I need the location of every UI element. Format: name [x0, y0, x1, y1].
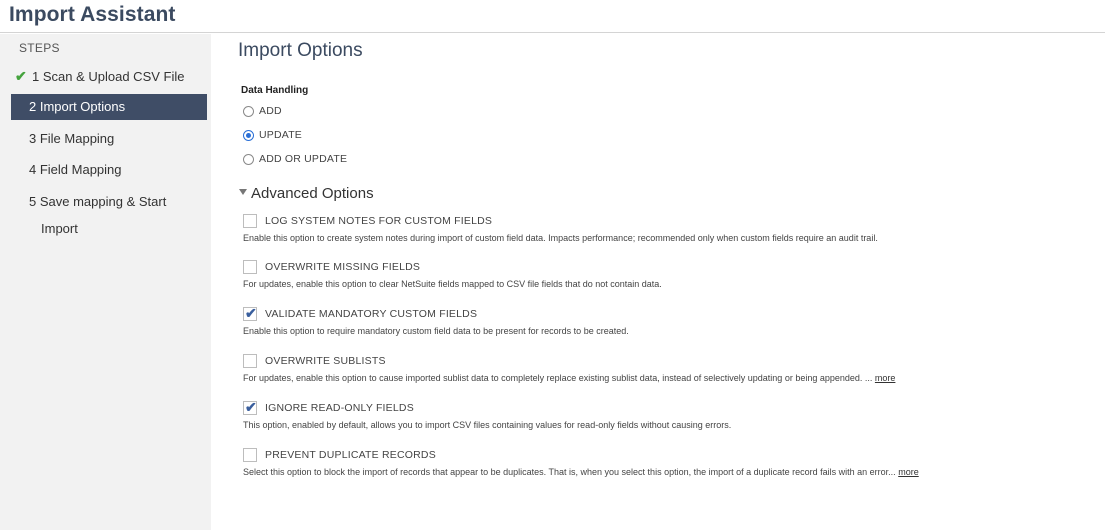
- step-label: 3 File Mapping: [29, 131, 115, 146]
- option-validate-mandatory-custom-fields: [243, 306, 1093, 336]
- step-label: 4 Field Mapping: [29, 162, 122, 177]
- option-label: LOG SYSTEM NOTES FOR CUSTOM FIELDS: [265, 215, 493, 227]
- option-log-system-notes: [243, 213, 1093, 243]
- radio-add-or-update[interactable]: [243, 151, 347, 167]
- step-label: 2 Import Options: [29, 99, 126, 114]
- step-import-options[interactable]: [11, 94, 207, 120]
- option-description: Enable this option to create system notes during import of custom field data. Impacts performance; recommended only when custom fields require an audit trail.: [243, 233, 878, 243]
- option-prevent-duplicate-records: [243, 447, 1093, 477]
- step-label: 1 Scan & Upload CSV File: [32, 69, 185, 84]
- option-description: Enable this option to require mandatory custom field data to be present for records to be created.: [243, 326, 629, 336]
- main-panel: [238, 0, 1105, 530]
- data-handling-label: Data Handling: [241, 85, 309, 96]
- step-file-mapping[interactable]: [11, 126, 207, 152]
- checkmark-icon: ✔: [15, 68, 27, 84]
- advanced-options-title: Advanced Options: [251, 185, 374, 202]
- steps-sidebar: [0, 34, 211, 530]
- option-description: This option, enabled by default, allows you to import CSV files containing values for read-only fields without causing errors.: [243, 420, 732, 430]
- option-ignore-read-only-fields: [243, 400, 1093, 430]
- option-label: OVERWRITE MISSING FIELDS: [265, 261, 421, 273]
- option-overwrite-missing-fields: [243, 259, 1093, 289]
- radio-label: ADD: [259, 105, 282, 117]
- option-description: For updates, enable this option to cause imported sublist data to completely replace existing sublist data, instead of selectively updating or being appended. ...: [243, 373, 873, 383]
- steps-heading: STEPS: [19, 41, 60, 55]
- collapse-triangle-icon: [239, 189, 247, 195]
- step-scan-upload[interactable]: [11, 63, 207, 89]
- checkbox[interactable]: [243, 401, 257, 415]
- app-title: Import Assistant: [9, 3, 176, 26]
- step-field-mapping[interactable]: [11, 157, 207, 183]
- option-overwrite-sublists: [243, 353, 1093, 383]
- checkmark-icon: ✔: [245, 305, 257, 321]
- step-label-line2: Import: [41, 221, 78, 236]
- checkbox[interactable]: [243, 448, 257, 462]
- option-description: For updates, enable this option to clear NetSuite fields mapped to CSV file fields that do not contain data.: [243, 279, 662, 289]
- step-save-mapping[interactable]: [11, 188, 207, 242]
- option-label: VALIDATE MANDATORY CUSTOM FIELDS: [265, 308, 478, 320]
- advanced-options-toggle[interactable]: [239, 185, 374, 202]
- option-description: Select this option to block the import of records that appear to be duplicates. That is, when you select this option, the import of a duplicate record fails with an error...: [243, 467, 896, 477]
- section-title: Import Options: [238, 40, 363, 61]
- radio-button[interactable]: [243, 130, 254, 141]
- checkbox[interactable]: [243, 354, 257, 368]
- radio-add[interactable]: [243, 103, 282, 119]
- radio-button[interactable]: [243, 154, 254, 165]
- option-description-row: [243, 467, 1093, 477]
- step-label-line1: 5 Save mapping & Start: [29, 194, 167, 209]
- option-label: PREVENT DUPLICATE RECORDS: [265, 449, 436, 461]
- checkbox[interactable]: [243, 214, 257, 228]
- option-label: OVERWRITE SUBLISTS: [265, 355, 386, 367]
- radio-label: UPDATE: [259, 129, 303, 141]
- more-link[interactable]: more: [874, 373, 896, 383]
- option-description-row: [243, 373, 1093, 383]
- radio-button[interactable]: [243, 106, 254, 117]
- checkbox[interactable]: [243, 260, 257, 274]
- option-label: IGNORE READ-ONLY FIELDS: [265, 402, 414, 414]
- radio-label: ADD OR UPDATE: [259, 153, 348, 165]
- more-link[interactable]: more: [898, 467, 919, 477]
- checkmark-icon: ✔: [245, 399, 257, 415]
- checkbox[interactable]: [243, 307, 257, 321]
- radio-update[interactable]: [243, 127, 302, 143]
